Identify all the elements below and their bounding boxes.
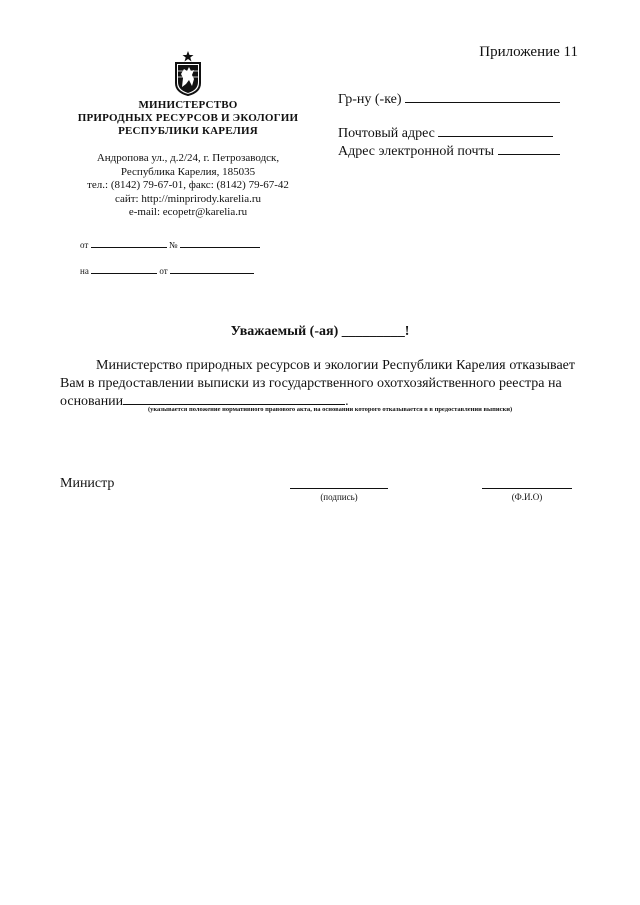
basis-blank	[123, 403, 345, 405]
from2-label: от	[159, 266, 168, 276]
from-label: от	[80, 240, 89, 250]
postal-address-blank	[438, 135, 553, 137]
address-line-2: Республика Карелия, 185035	[120, 165, 256, 178]
recipient-name-blank	[405, 101, 560, 103]
signature-caption: (подпись)	[320, 492, 358, 502]
on-label: на	[80, 266, 89, 276]
email-address-label: Адрес электронной почты	[338, 144, 495, 159]
recipient-label: Гр-ну (-ке)	[338, 92, 402, 107]
ministry-line-3: РЕСПУБЛИКИ КАРЕЛИЯ	[118, 125, 258, 137]
recipient-name-row	[338, 92, 560, 108]
reference-date-blank	[170, 272, 254, 274]
minister-title: Министр	[60, 476, 115, 491]
basis-end: .	[345, 394, 349, 409]
address-line-1: Андропова ул., д.2/24, г. Петрозаводск,	[96, 152, 280, 164]
incoming-reference-line	[80, 266, 254, 276]
signature-line	[290, 488, 388, 489]
ministry-line-1: МИНИСТЕРСТВО	[138, 99, 238, 111]
website: сайт: http://minprirody.karelia.ru	[114, 192, 262, 205]
salutation: Уважаемый (-ая) _________!	[230, 324, 410, 339]
date-blank	[91, 246, 167, 248]
refusal-paragraph: Министерство природных ресурсов и экологии Республики Карелия отказывает Вам в предоставлении выписки из государственного охотхозяйственного реестра на	[60, 358, 575, 391]
reference-number-blank	[91, 272, 157, 274]
basis-label: основании	[60, 394, 124, 409]
number-label: №	[168, 240, 178, 250]
refusal-text	[60, 357, 575, 411]
name-line	[482, 488, 572, 489]
appendix-label: Приложение 11	[479, 44, 578, 60]
postal-address-label: Почтовый адрес	[338, 126, 435, 141]
ministry-line-2: ПРИРОДНЫХ РЕСУРСОВ И ЭКОЛОГИИ	[77, 112, 299, 124]
recipient-block	[338, 92, 560, 162]
name-caption: (Ф.И.О)	[511, 492, 543, 502]
email-address-row	[338, 144, 560, 160]
karelia-coat-of-arms-icon	[173, 50, 203, 96]
email: e-mail: ecopetr@karelia.ru	[128, 206, 248, 218]
outgoing-registration-line	[80, 240, 260, 250]
letterhead	[58, 50, 318, 220]
basis-hint: (указывается положение нормативного правового акта, на основании которого отказывается в в предоставлении выписки)	[148, 406, 513, 413]
phone-fax: тел.: (8142) 79-67-01, факс: (8142) 79-67-42	[87, 179, 289, 191]
email-address-blank	[498, 153, 560, 155]
number-blank	[180, 246, 260, 248]
postal-address-row	[338, 126, 560, 142]
